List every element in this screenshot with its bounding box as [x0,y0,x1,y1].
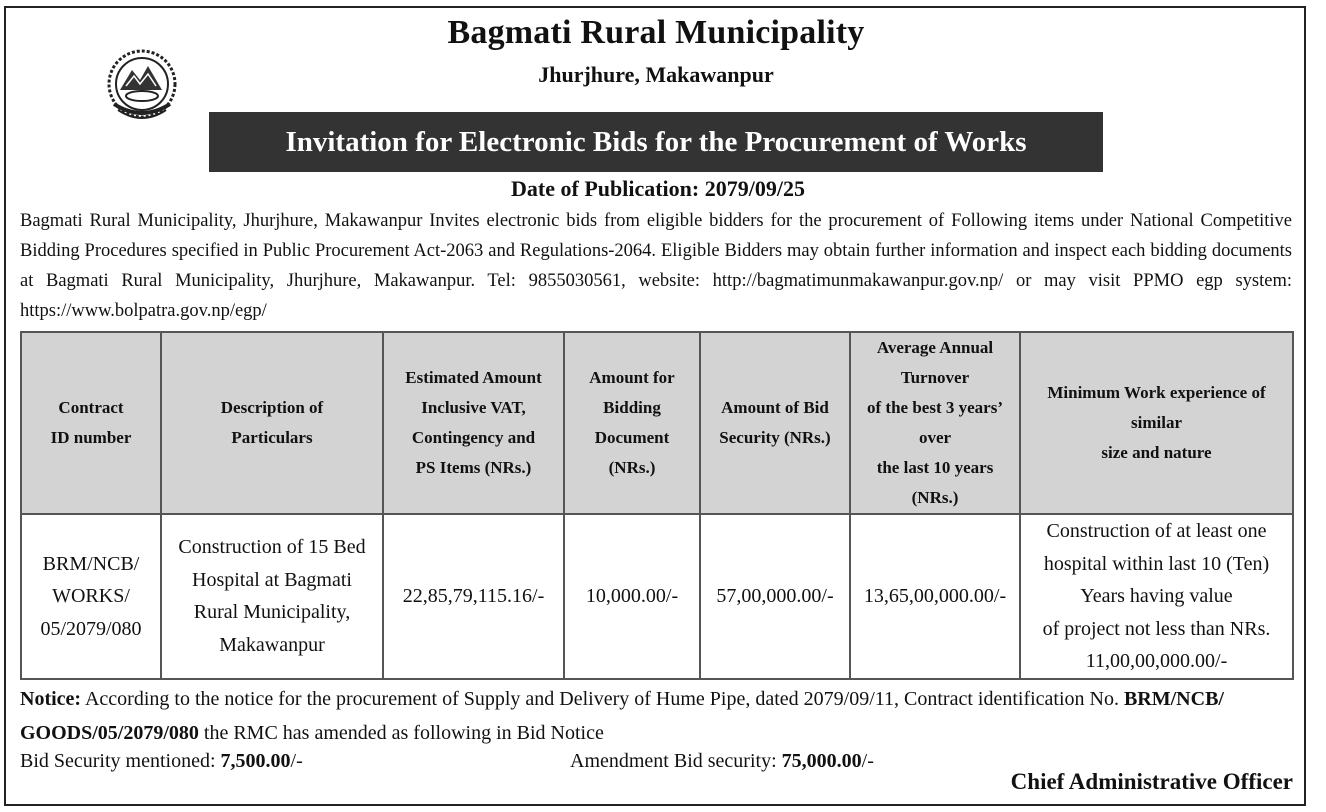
signature: Chief Administrative Officer [1010,769,1293,794]
bids-table [20,331,1294,680]
header-contract-id: Contract ID number [21,332,161,514]
page-subtitle: Jhurjhure, Makawanpur [538,62,774,87]
cell-bidding-document: 10,000.00/- [564,514,700,679]
notice-contract-no: BRM/NCB/ GOODS/05/2079/080 [20,688,1224,744]
intro-paragraph: Bagmati Rural Municipality, Jhurjhure, Makawanpur Invites electronic bids from eligible bidders for the procurement of Following items under National Competitive Bidding Procedures specified in Public Procurement Act-2063 and Regulations-2064. Eligible Bidders may obtain further information and inspect each bidding documents at Bagmati Rural Municipality, Jhurjhure, Makawanpur. Tel: 9855030561, website: http://bagmatimunmakawanpur.gov.np/ or may visit PPMO egp system: https://www.bolpatra.gov.np/egp/ [20,211,1292,321]
amendment-bid-security: Amendment Bid security: 75,000.00/- [570,750,874,772]
header-bidding-document: Amount for Bidding Document (NRs.) [564,332,700,514]
bid-security-mentioned: Bid Security mentioned: 7,500.00/- [20,750,303,772]
bid-security-value: 7,500.00 [220,750,291,772]
header-work-experience: Minimum Work experience of similar size and nature [1020,332,1293,514]
amendment-value: 75,000.00 [781,750,862,772]
page-title: Bagmati Rural Municipality [447,14,865,51]
table-header-row [21,332,1293,514]
header-description: Description of Particulars [161,332,383,514]
publication-date: Date of Publication: 2079/09/25 [511,176,805,201]
table-row [21,514,1293,679]
notice-text: According to the notice for the procurement of Supply and Delivery of Hume Pipe, dated 2079/09/11, Contract identification No. [81,688,1124,710]
cell-description: Construction of 15 Bed Hospital at Bagmati Rural Municipality, Makawanpur [161,514,383,679]
cell-bid-security: 57,00,000.00/- [700,514,850,679]
notice-text-after: the RMC has amended as following in Bid Notice [198,722,604,744]
header-bid-security: Amount of Bid Security (NRs.) [700,332,850,514]
cell-average-turnover: 13,65,00,000.00/- [850,514,1020,679]
cell-estimated-amount: 22,85,79,115.16/- [383,514,564,679]
header-estimated-amount: Estimated Amount Inclusive VAT, Contingency and PS Items (NRs.) [383,332,564,514]
cell-work-experience: Construction of at least one hospital within last 10 (Ten) Years having value of project not less than NRs. 11,00,00,000.00/- [1020,514,1293,679]
notice-paragraph [20,682,1292,750]
header-average-turnover: Average Annual Turnover of the best 3 years’ over the last 10 years (NRs.) [850,332,1020,514]
notice-label: Notice: [20,688,82,710]
notice-banner: Invitation for Electronic Bids for the Procurement of Works [209,112,1103,172]
cell-contract-id: BRM/NCB/ WORKS/ 05/2079/080 [21,514,161,679]
